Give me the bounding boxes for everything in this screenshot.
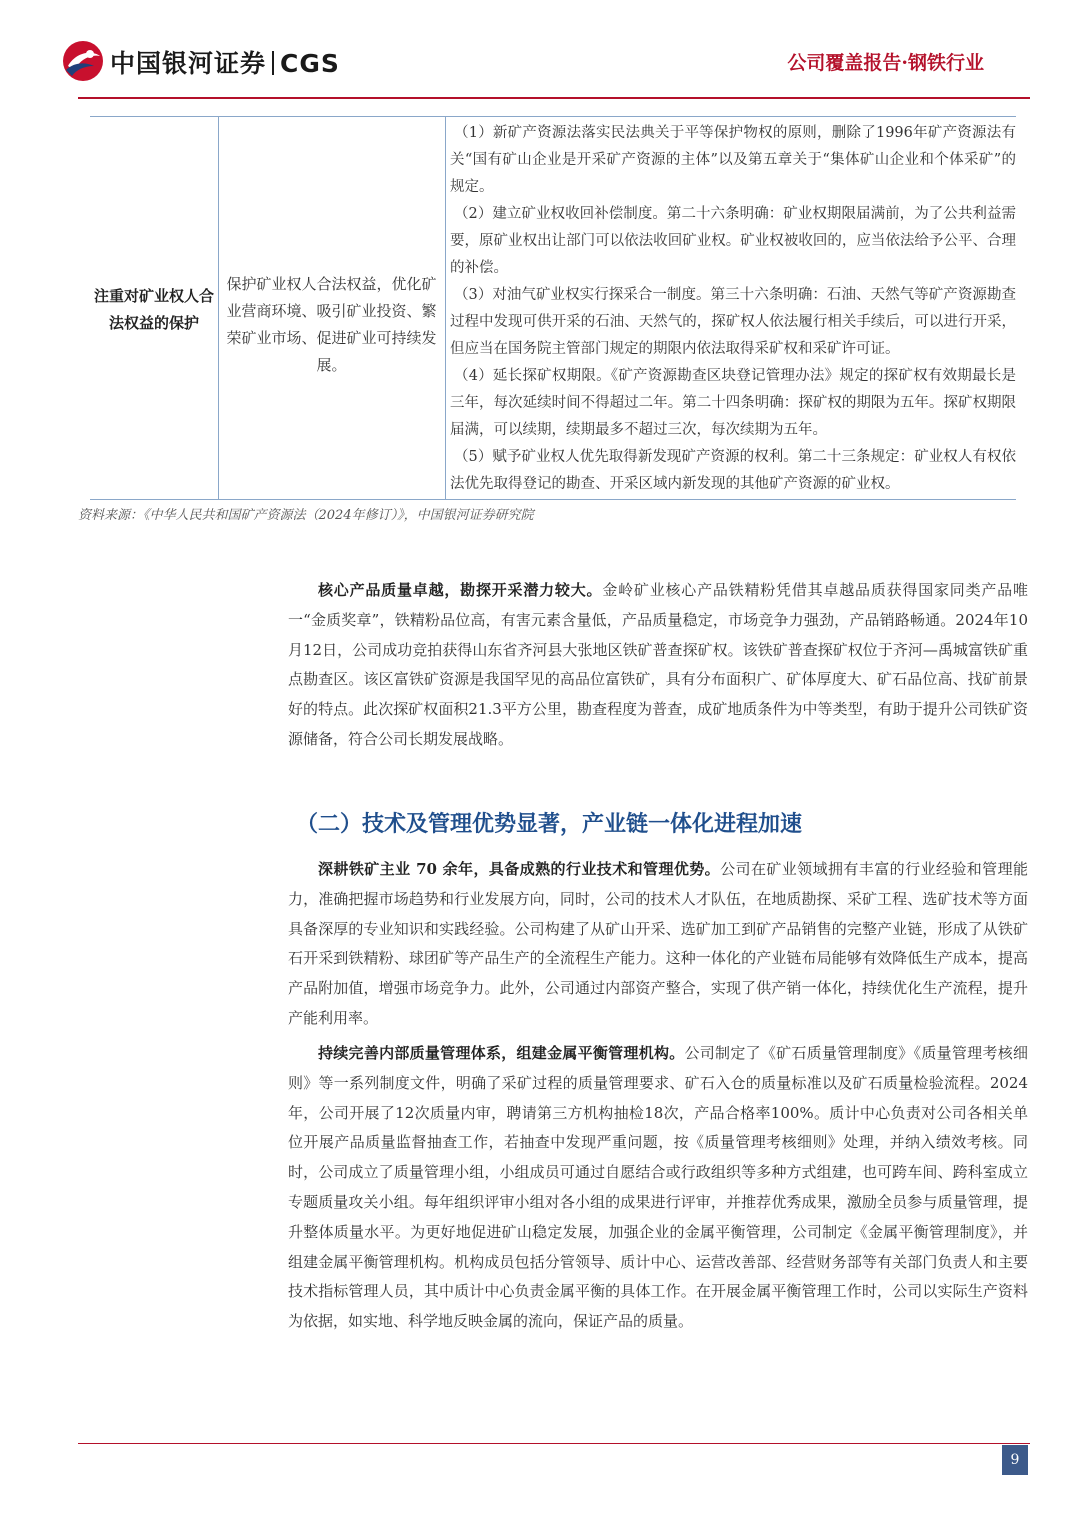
cgs-logo-icon xyxy=(60,40,106,82)
section-title: （二）技术及管理优势显著，产业链一体化进程加速 xyxy=(296,811,803,837)
paragraph-lead: 核心产品质量卓越，勘探开采潜力较大。 xyxy=(318,581,603,599)
table-cell-topic xyxy=(90,117,219,499)
paragraph-text: 公司制定了《矿石质量管理制度》《质量管理考核细则》等一系列制度文件，明确了采矿过程的质量管理要求、矿石入仓的质量标准以及矿石质量检验流程。2024年，公司开展了12次质量内审，聘请第三方机构抽检18次，产品合格率100%。质计中心负责对公司各相关单位开展产品质量监督抽查工作，若抽查中发现严重问题，按《质量管理考核细则》处理，并纳入绩效考核。同时，公司成立了质量管理小组，小组成员可通过自愿结合或行政组织等多种方式组建，也可跨车间、跨科室成立专题质量攻关小组。每年组织评审小组对各小组的成果进行评审，并推荐优秀成果，激励全员参与质量管理，提升整体质量水平。为更好地促进矿山稳定发展，加强企业的金属平衡管理，公司制定《金属平衡管理制度》，并组建金属平衡管理机构。机构成员包括分管领导、质计中心、运营改善部、经营财务部等有关部门负责人和主要技术指标管理人员，其中质计中心负责金属平衡的具体工作。在开展金属平衡管理工作时，公司以实际生产资料为依据，如实地、科学地反映金属的流向，保证产品的质量。 xyxy=(288,1044,1028,1331)
provision-item: （2）建立矿业权收回补偿制度。第二十六条明确：矿业权期限届满前，为了公共利益需要，原矿业权出让部门可以依法收回矿业权。矿业权被收回的，应当依法给予公平、合理的补偿。 xyxy=(450,206,1016,276)
law-comparison-table xyxy=(90,116,1016,500)
paragraph-quality-management xyxy=(288,1039,1028,1337)
table-cell-goal xyxy=(218,117,446,499)
table-source-note: 资料来源：《中华人民共和国矿产资源法（2024年修订）》，中国银河证券研究院 xyxy=(78,508,534,523)
page-number: 9 xyxy=(1002,1445,1028,1475)
provision-item: （5）赋予矿业权人优先取得新发现矿产资源的权利。第二十三条规定：矿业权人有权依法优先取得登记的勘查、开采区域内新发现的其他矿产资源的矿业权。 xyxy=(450,449,1016,492)
provision-item: （3）对油气矿业权实行探采合一制度。第三十六条明确：石油、天然气等矿产资源勘查过程中发现可供开采的石油、天然气的，探矿权人依法履行相关手续后，可以进行开采，但应当在国务院主管部门规定的期限内依法取得采矿权和采矿许可证。 xyxy=(450,287,1016,357)
goal-text: 保护矿业权人合法权益，优化矿业营商环境、吸引矿业投资、繁荣矿业市场、促进矿业可持续发展。 xyxy=(226,275,437,374)
paragraph-lead: 持续完善内部质量管理体系，组建金属平衡管理机构。 xyxy=(318,1044,685,1062)
topic-text: 注重对矿业权人合法权益的保护 xyxy=(94,287,215,332)
footer-divider xyxy=(78,1443,1030,1444)
paragraph-lead: 深耕铁矿主业 70 余年，具备成熟的行业技术和管理优势。 xyxy=(318,860,721,878)
report-title: 公司覆盖报告·钢铁行业 xyxy=(787,52,984,74)
paragraph-core-product xyxy=(288,576,1028,755)
provision-item: （1）新矿产资源法落实民法典关于平等保护物权的原则，删除了1996年矿产资源法有关“国有矿山企业是开采矿产资源的主体”以及第五章关于“集体矿山企业和个体采矿”的规定。 xyxy=(450,125,1016,195)
provision-item: （4）延长探矿权期限。《矿产资源勘查区块登记管理办法》规定的探矿权有效期最长是三年，每次延续时间不得超过二年。第二十四条明确：探矿权的期限为五年。探矿权期限届满，可以续期，续期最多不超过三次，每次续期为五年。 xyxy=(450,368,1016,438)
table-cell-provisions xyxy=(446,117,1016,499)
paragraph-text: 公司在矿业领域拥有丰富的行业经验和管理能力，准确把握市场趋势和行业发展方向，同时，公司的技术人才队伍，在地质勘探、采矿工程、选矿技术等方面具备深厚的专业知识和实践经验。公司构建了从矿山开采、选矿加工到矿产品销售的完整产业链，形成了从铁矿石开采到铁精粉、球团矿等产品生产的全流程生产能力。这种一体化的产业链布局能够有效降低生产成本，提高产品附加值，增强市场竞争力。此外，公司通过内部资产整合，实现了供产销一体化，持续优化生产流程，提升产能利用率。 xyxy=(288,860,1028,1027)
brand-logo-text: 中国银河证券 CGS xyxy=(110,49,340,78)
header-divider xyxy=(78,97,1030,99)
provisions-list xyxy=(450,120,1016,498)
paragraph-text: 金岭矿业核心产品铁精粉凭借其卓越品质获得国家同类产品唯一“金质奖章”，铁精粉品位高，有害元素含量低，产品质量稳定，市场竞争力强劲，产品销路畅通。2024年10月12日，公司成功竞拍获得山东省齐河县大张地区铁矿普查探矿权。该铁矿普查探矿权位于齐河—禹城富铁矿重点勘查区。该区富铁矿资源是我国罕见的高品位富铁矿，具有分布面积广、矿体厚度大、矿石品位高、找矿前景好的特点。此次探矿权面积21.3平方公里，勘查程度为普查，成矿地质条件为中等类型，有助于提升公司铁矿资源储备，符合公司长期发展战略。 xyxy=(288,581,1028,748)
paragraph-tech-advantage xyxy=(288,855,1028,1034)
page-header xyxy=(0,0,1080,100)
